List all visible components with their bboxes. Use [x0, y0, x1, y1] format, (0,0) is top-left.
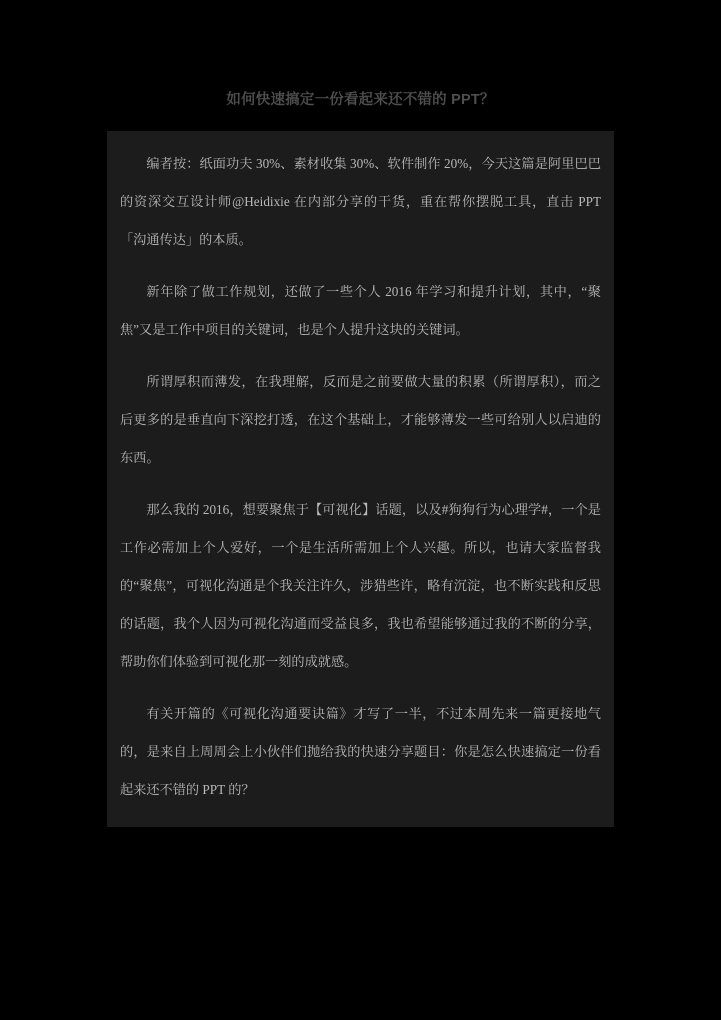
page-title: 如何快速搞定一份看起来还不错的 PPT？	[226, 92, 495, 108]
paragraph: 新年除了做工作规划，还做了一些个人 2016 年学习和提升计划，其中，“聚焦”又是工作中项目的关键词，也是个人提升这块的关键词。	[120, 284, 601, 337]
paragraph: 编者按：纸面功夫 30%、素材收集 30%、软件制作 20%，今天这篇是阿里巴巴的资深交互设计师@Heidixie 在内部分享的干货，重在帮你摆脱工具，直击 PPT「沟通传达」的本质。	[120, 156, 601, 247]
paragraph: 那么我的 2016，想要聚焦于【可视化】话题，以及#狗狗行为心理学#，一个是工作必需加上个人爱好，一个是生活所需加上个人兴趣。所以，也请大家监督我的“聚焦”，可视化沟通是个我关注许久，涉猎些许，略有沉淀，也不断实践和反思的话题，我个人因为可视化沟通而受益良多，我也希望能够通过我的不断的分享，帮助你们体验到可视化那一刻的成就感。	[120, 502, 601, 669]
document-body	[107, 131, 614, 827]
paragraph: 所谓厚积而薄发，在我理解，反而是之前要做大量的积累（所谓厚积），而之后更多的是垂直向下深挖打透，在这个基础上，才能够薄发一些可给别人以启迪的东西。	[120, 374, 601, 465]
paragraph: 有关开篇的《可视化沟通要诀篇》才写了一半，不过本周先来一篇更接地气的，是来自上周周会上小伙伴们抛给我的快速分享题目：你是怎么快速搞定一份看起来还不错的 PPT 的？	[120, 706, 601, 797]
